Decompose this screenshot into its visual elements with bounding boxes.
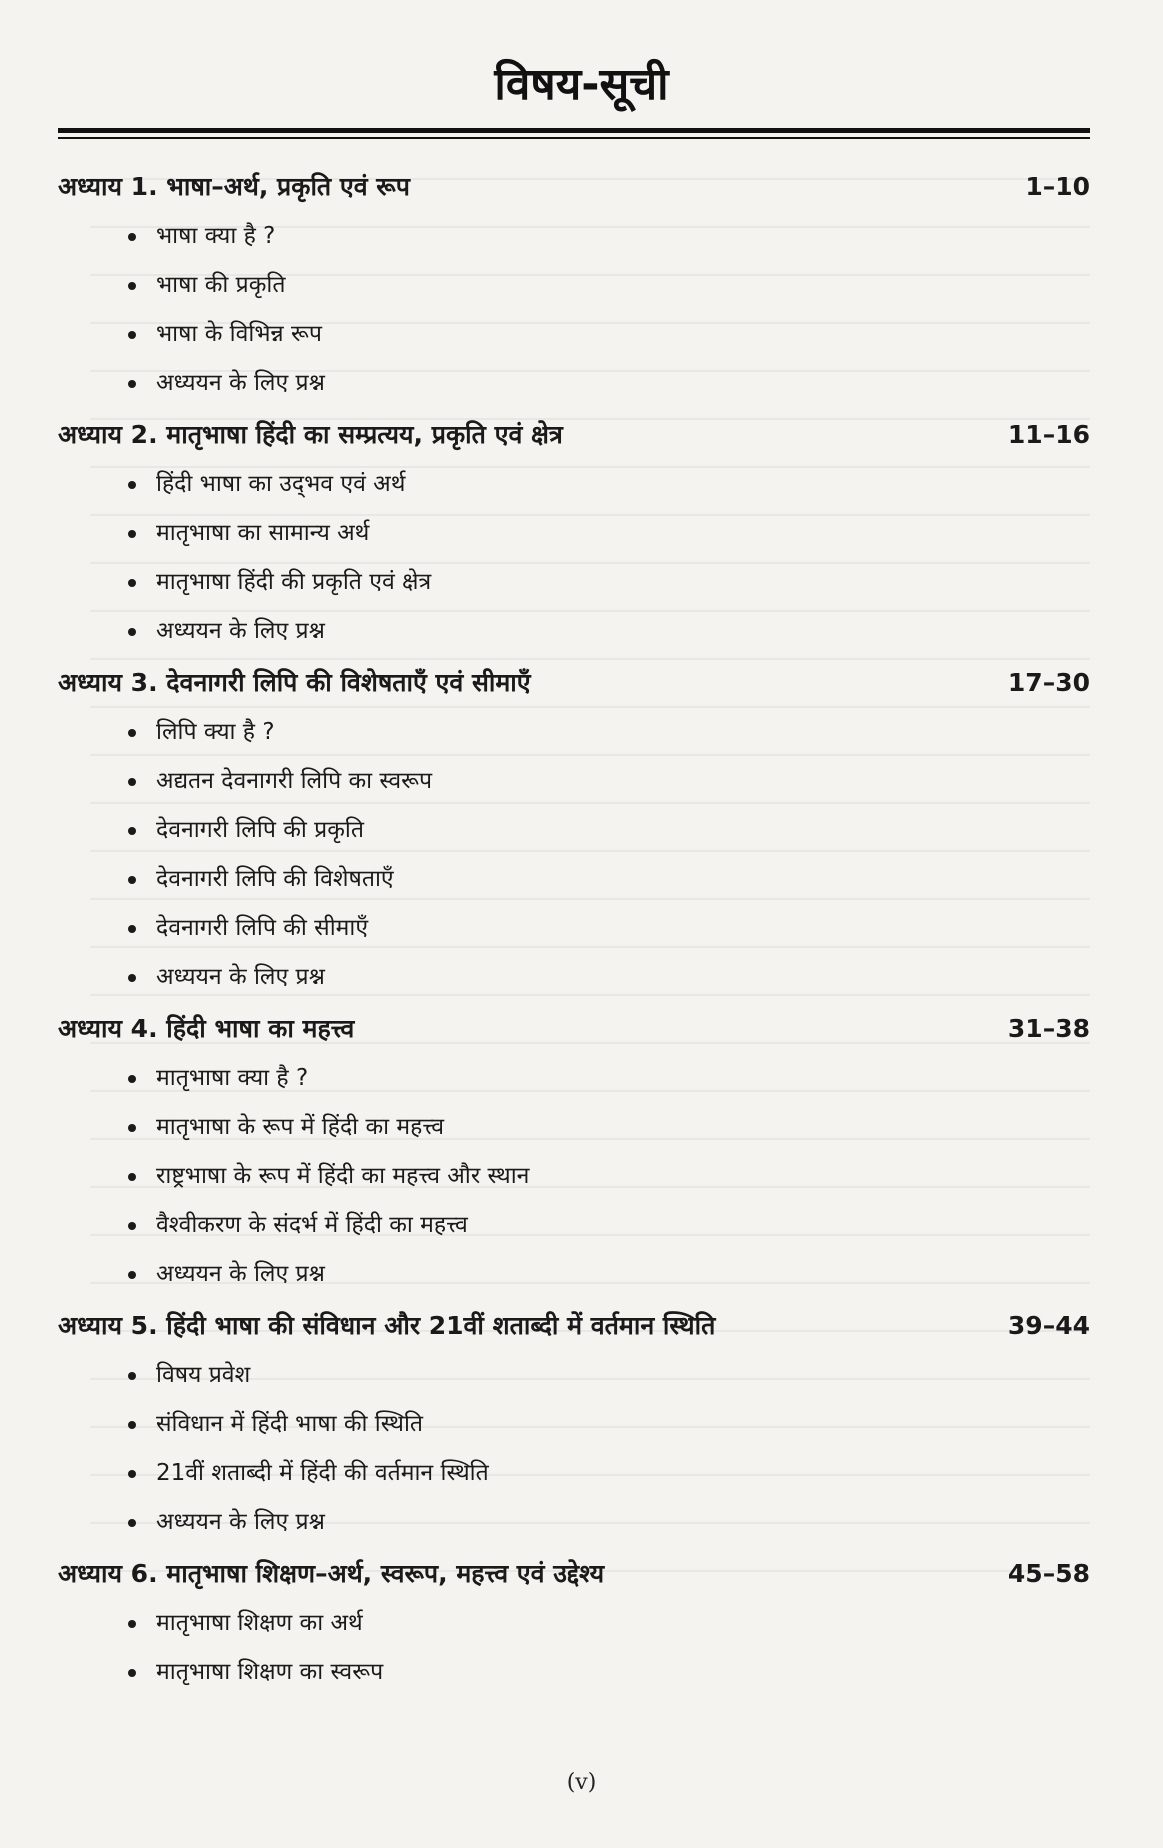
- topic-item: [128, 558, 1090, 607]
- topic-item: [128, 1498, 1090, 1547]
- topic-label: मातृभाषा क्या है ?: [156, 1065, 309, 1091]
- bullet-icon: [128, 1075, 136, 1083]
- chapter-heading: अध्याय 6. मातृभाषा शिक्षण–अर्थ, स्वरूप, महत्त्व एवं उद्देश्य: [58, 1559, 605, 1588]
- topic-label: मातृभाषा शिक्षण का स्वरूप: [156, 1659, 384, 1685]
- chapter-page-range: 31–38: [1007, 1014, 1090, 1043]
- bullet-icon: [128, 1124, 136, 1132]
- topic-label: लिपि क्या है ?: [156, 719, 275, 745]
- bullet-icon: [128, 380, 136, 388]
- topic-list: [58, 1351, 1090, 1547]
- topic-label: अध्ययन के लिए प्रश्न: [156, 618, 325, 644]
- topic-label: हिंदी भाषा का उद्‌भव एवं अर्थ: [156, 471, 406, 497]
- bullet-icon: [128, 1470, 136, 1478]
- topic-label: विषय प्रवेश: [156, 1362, 251, 1388]
- topic-label: मातृभाषा का सामान्य अर्थ: [156, 520, 370, 546]
- topic-label: राष्ट्रभाषा के रूप में हिंदी का महत्त्व और स्थान: [156, 1163, 530, 1189]
- table-of-contents: [58, 168, 1090, 1705]
- topic-label: देवनागरी लिपि की प्रकृति: [156, 817, 364, 843]
- topic-label: मातृभाषा हिंदी की प्रकृति एवं क्षेत्र: [156, 569, 432, 595]
- bullet-icon: [128, 481, 136, 489]
- topic-label: संविधान में हिंदी भाषा की स्थिति: [156, 1411, 424, 1437]
- bullet-icon: [128, 628, 136, 636]
- topic-label: अद्यतन देवनागरी लिपि का स्वरूप: [156, 768, 433, 794]
- topic-label: 21वीं शताब्दी में हिंदी की वर्तमान स्थिति: [156, 1460, 489, 1486]
- chapter-heading: अध्याय 1. भाषा–अर्थ, प्रकृति एवं रूप: [58, 172, 410, 201]
- chapter-heading: अध्याय 2. मातृभाषा हिंदी का सम्प्रत्यय, प्रकृति एवं क्षेत्र: [58, 420, 563, 449]
- topic-label: देवनागरी लिपि की सीमाएँ: [156, 915, 369, 941]
- chapter-heading: अध्याय 5. हिंदी भाषा की संविधान और 21वीं शताब्दी में वर्तमान स्थिति: [58, 1311, 716, 1340]
- chapter-line[interactable]: [58, 1307, 1090, 1345]
- chapter-entry: [58, 1555, 1090, 1697]
- topic-item: [128, 1152, 1090, 1201]
- topic-item: [128, 708, 1090, 757]
- topic-item: [128, 1351, 1090, 1400]
- topic-label: देवनागरी लिपि की विशेषताएँ: [156, 866, 394, 892]
- bullet-icon: [128, 925, 136, 933]
- chapter-line[interactable]: [58, 416, 1090, 454]
- bullet-icon: [128, 1669, 136, 1677]
- topic-label: भाषा की प्रकृति: [156, 272, 286, 298]
- topic-item: [128, 1599, 1090, 1648]
- chapter-page-range: 17–30: [1007, 668, 1090, 697]
- topic-label: भाषा के विभिन्न रूप: [156, 321, 322, 347]
- chapter-page-range: 45–58: [1007, 1559, 1090, 1588]
- bullet-icon: [128, 778, 136, 786]
- bullet-icon: [128, 1620, 136, 1628]
- topic-item: [128, 904, 1090, 953]
- topic-label: अध्ययन के लिए प्रश्न: [156, 964, 325, 990]
- chapter-heading: अध्याय 3. देवनागरी लिपि की विशेषताएँ एवं सीमाएँ: [58, 668, 531, 697]
- chapter-page-range: 11–16: [1007, 420, 1090, 449]
- topic-item: [128, 1250, 1090, 1299]
- chapter-page-range: 39–44: [1007, 1311, 1090, 1340]
- chapter-entry: [58, 1010, 1090, 1299]
- bullet-icon: [128, 331, 136, 339]
- topic-item: [128, 1449, 1090, 1498]
- topic-item: [128, 757, 1090, 806]
- topic-item: [128, 1103, 1090, 1152]
- bullet-icon: [128, 1173, 136, 1181]
- topic-label: वैश्वीकरण के संदर्भ में हिंदी का महत्त्व: [156, 1212, 468, 1238]
- topic-item: [128, 1648, 1090, 1697]
- topic-item: [128, 1054, 1090, 1103]
- topic-item: [128, 1400, 1090, 1449]
- bullet-icon: [128, 1519, 136, 1527]
- topic-item: [128, 953, 1090, 1002]
- title-rule-thin: [58, 137, 1090, 139]
- topic-item: [128, 261, 1090, 310]
- title-rule-thick: [58, 128, 1090, 133]
- bullet-icon: [128, 1372, 136, 1380]
- chapter-entry: [58, 168, 1090, 408]
- bullet-icon: [128, 729, 136, 737]
- topic-list: [58, 212, 1090, 408]
- chapter-line[interactable]: [58, 1010, 1090, 1048]
- bullet-icon: [128, 1271, 136, 1279]
- bullet-icon: [128, 1222, 136, 1230]
- topic-label: भाषा क्या है ?: [156, 223, 276, 249]
- chapter-entry: [58, 664, 1090, 1002]
- chapter-line[interactable]: [58, 664, 1090, 702]
- chapter-page-range: 1–10: [1025, 172, 1090, 201]
- bullet-icon: [128, 530, 136, 538]
- topic-list: [58, 1054, 1090, 1299]
- topic-item: [128, 607, 1090, 656]
- chapter-line[interactable]: [58, 1555, 1090, 1593]
- topic-label: अध्ययन के लिए प्रश्न: [156, 1261, 325, 1287]
- topic-list: [58, 460, 1090, 656]
- bullet-icon: [128, 579, 136, 587]
- bullet-icon: [128, 974, 136, 982]
- topic-list: [58, 1599, 1090, 1697]
- chapter-line[interactable]: [58, 168, 1090, 206]
- chapter-heading: अध्याय 4. हिंदी भाषा का महत्त्व: [58, 1014, 355, 1043]
- topic-label: मातृभाषा के रूप में हिंदी का महत्त्व: [156, 1114, 445, 1140]
- page-number: (v): [566, 1770, 597, 1795]
- topic-item: [128, 310, 1090, 359]
- chapter-entry: [58, 1307, 1090, 1547]
- topic-item: [128, 855, 1090, 904]
- bullet-icon: [128, 233, 136, 241]
- topic-label: अध्ययन के लिए प्रश्न: [156, 370, 325, 396]
- topic-item: [128, 212, 1090, 261]
- bullet-icon: [128, 282, 136, 290]
- topic-item: [128, 359, 1090, 408]
- bullet-icon: [128, 1421, 136, 1429]
- topic-item: [128, 460, 1090, 509]
- bullet-icon: [128, 876, 136, 884]
- topic-list: [58, 708, 1090, 1002]
- bullet-icon: [128, 827, 136, 835]
- topic-item: [128, 509, 1090, 558]
- topic-item: [128, 1201, 1090, 1250]
- topic-label: मातृभाषा शिक्षण का अर्थ: [156, 1610, 363, 1636]
- page-title: विषय-सूची: [494, 59, 669, 110]
- topic-label: अध्ययन के लिए प्रश्न: [156, 1509, 325, 1535]
- chapter-entry: [58, 416, 1090, 656]
- topic-item: [128, 806, 1090, 855]
